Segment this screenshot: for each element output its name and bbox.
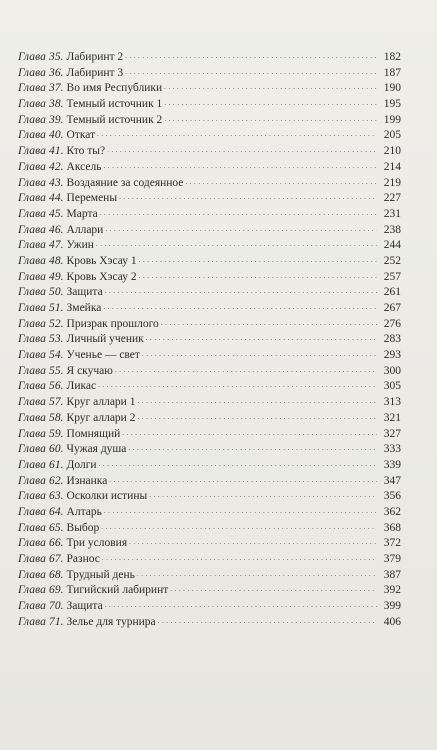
page-number: 238	[383, 223, 401, 236]
page-number: 300	[383, 364, 401, 377]
chapter-label: Глава 42.	[18, 160, 64, 173]
page-number: 210	[383, 145, 401, 158]
dot-leader	[105, 285, 377, 295]
toc-entry	[18, 238, 401, 254]
chapter-label: Глава 63.	[18, 490, 64, 503]
chapter-title: Чужая душа	[66, 443, 127, 456]
page-number: 313	[383, 396, 401, 409]
chapter-label: Глава 66.	[18, 537, 64, 550]
chapter-title: Во имя Республики	[66, 82, 163, 95]
page-number: 199	[383, 113, 401, 126]
page-number: 219	[383, 176, 401, 189]
page-number: 195	[383, 98, 401, 111]
chapter-label: Глава 47.	[18, 239, 64, 252]
table-of-contents	[18, 50, 401, 630]
chapter-title: Лабиринт 2	[66, 51, 124, 63]
chapter-label: Глава 39.	[18, 113, 64, 126]
chapter-label: Глава 36.	[18, 66, 64, 79]
chapter-title: Аксель	[66, 160, 102, 173]
dot-leader	[103, 301, 377, 311]
chapter-label: Глава 40.	[18, 129, 64, 142]
toc-entry	[18, 254, 401, 270]
dot-leader	[161, 317, 377, 327]
chapter-label: Глава 35.	[18, 51, 64, 63]
chapter-title: Марта	[66, 207, 98, 220]
chapter-title: Помнящий	[66, 427, 121, 440]
dot-leader	[115, 364, 377, 374]
toc-entry	[18, 427, 401, 443]
toc-entry	[18, 599, 401, 615]
toc-entry	[18, 348, 401, 364]
toc-entry	[18, 160, 401, 176]
page-number: 305	[383, 380, 401, 393]
chapter-title: Ученье — свет	[66, 349, 140, 362]
toc-entry	[18, 552, 401, 568]
page-number: 276	[383, 317, 401, 330]
toc-entry	[18, 583, 401, 599]
chapter-label: Глава 70.	[18, 600, 64, 613]
chapter-title: Аллари	[66, 223, 104, 236]
dot-leader	[164, 113, 377, 123]
chapter-title: Откат	[66, 129, 96, 142]
chapter-label: Глава 54.	[18, 349, 64, 362]
toc-entry	[18, 474, 401, 490]
page-number: 347	[383, 474, 401, 487]
toc-entry	[18, 489, 401, 505]
page-number: 321	[383, 411, 401, 424]
toc-entry	[18, 536, 401, 552]
toc-entry	[18, 223, 401, 239]
chapter-title: Личный ученик	[66, 333, 144, 346]
chapter-title: Ужин	[66, 239, 94, 252]
toc-entry	[18, 317, 401, 333]
toc-entry	[18, 207, 401, 223]
chapter-label: Глава 53.	[18, 333, 64, 346]
dot-leader	[105, 223, 377, 233]
chapter-title: Три условия	[66, 537, 128, 550]
dot-leader	[129, 536, 377, 546]
page-number: 379	[383, 553, 401, 565]
chapter-title: Лабиринт 3	[66, 66, 124, 79]
chapter-title: Трудный день	[66, 568, 135, 581]
chapter-label: Глава 51.	[18, 302, 64, 314]
chapter-label: Глава 55.	[18, 364, 64, 377]
page-number: 362	[383, 505, 401, 518]
dot-leader	[99, 458, 377, 468]
chapter-label: Глава 45.	[18, 207, 64, 220]
chapter-label: Глава 44.	[18, 192, 64, 205]
dot-leader	[105, 599, 377, 609]
chapter-title: Изнанка	[66, 474, 108, 487]
dot-leader	[164, 81, 377, 91]
chapter-title: Разнос	[66, 553, 100, 565]
chapter-label: Глава 46.	[18, 223, 64, 236]
dot-leader	[158, 615, 377, 625]
page-number: 252	[383, 254, 401, 267]
page-number: 333	[383, 443, 401, 456]
toc-entry	[18, 66, 401, 82]
toc-entry	[18, 458, 401, 474]
chapter-title: Ликас	[66, 380, 97, 393]
page-number: 187	[383, 66, 401, 79]
chapter-title: Круг аллари 2	[66, 411, 136, 424]
chapter-label: Глава 43.	[18, 176, 64, 189]
toc-entry	[18, 568, 401, 584]
page-number: 205	[383, 129, 401, 142]
chapter-label: Глава 57.	[18, 396, 64, 409]
page-number: 368	[383, 521, 401, 534]
page-number: 244	[383, 239, 401, 252]
dot-leader	[102, 552, 377, 562]
chapter-label: Глава 67.	[18, 553, 64, 565]
toc-entry	[18, 505, 401, 521]
toc-entry	[18, 379, 401, 395]
dot-leader	[149, 489, 377, 499]
toc-entry	[18, 128, 401, 144]
page-number: 399	[383, 600, 401, 613]
page-number: 392	[383, 584, 401, 597]
dot-leader	[97, 128, 377, 138]
chapter-label: Глава 69.	[18, 584, 64, 597]
toc-entry	[18, 521, 401, 537]
page-number: 214	[383, 160, 401, 173]
chapter-title: Выбор	[66, 521, 100, 534]
toc-entry	[18, 301, 401, 317]
toc-entry	[18, 285, 401, 301]
dot-leader	[100, 207, 377, 217]
page-number: 406	[383, 615, 401, 628]
dot-leader	[107, 144, 377, 154]
dot-leader	[137, 568, 377, 578]
chapter-label: Глава 60.	[18, 443, 64, 456]
dot-leader	[185, 176, 377, 186]
chapter-title: Защита	[66, 600, 103, 613]
page-number: 372	[383, 537, 401, 550]
chapter-label: Глава 56.	[18, 380, 64, 393]
chapter-title: Зелье для турнира	[66, 615, 156, 628]
dot-leader	[104, 505, 377, 515]
dot-leader	[146, 332, 377, 342]
toc-entry	[18, 395, 401, 411]
page-number: 227	[383, 192, 401, 205]
chapter-label: Глава 58.	[18, 411, 64, 424]
dot-leader	[137, 395, 377, 405]
chapter-label: Глава 48.	[18, 254, 64, 267]
chapter-label: Глава 52.	[18, 317, 64, 330]
page-number: 257	[383, 270, 401, 283]
chapter-title: Темный источник 1	[66, 98, 163, 111]
dot-leader	[119, 191, 377, 201]
toc-entry	[18, 50, 401, 66]
chapter-title: Кровь Хэсау 2	[66, 270, 137, 283]
dot-leader	[137, 411, 377, 421]
chapter-title: Я скучаю	[66, 364, 113, 377]
chapter-title: Призрак прошлого	[66, 317, 159, 330]
toc-entry	[18, 144, 401, 160]
toc-entry	[18, 176, 401, 192]
dot-leader	[125, 66, 377, 76]
dot-leader	[128, 442, 377, 452]
toc-entry	[18, 364, 401, 380]
toc-entry	[18, 442, 401, 458]
toc-entry	[18, 615, 401, 631]
chapter-label: Глава 59.	[18, 427, 64, 440]
chapter-label: Глава 62.	[18, 474, 64, 487]
dot-leader	[170, 583, 377, 593]
dot-leader	[101, 521, 377, 531]
toc-entry	[18, 191, 401, 207]
chapter-title: Кто ты?	[66, 145, 106, 158]
page-number: 283	[383, 333, 401, 346]
chapter-title: Защита	[66, 286, 103, 299]
chapter-label: Глава 71.	[18, 615, 64, 628]
chapter-title: Круг аллари 1	[66, 396, 136, 409]
chapter-label: Глава 50.	[18, 286, 64, 299]
chapter-title: Долги	[66, 458, 97, 471]
dot-leader	[109, 474, 377, 484]
dot-leader	[139, 254, 377, 264]
page-number: 267	[383, 302, 401, 314]
chapter-label: Глава 61.	[18, 458, 64, 471]
chapter-label: Глава 68.	[18, 568, 64, 581]
chapter-label: Глава 37.	[18, 82, 64, 95]
page-number: 387	[383, 568, 401, 581]
dot-leader	[125, 50, 377, 60]
page-number: 190	[383, 82, 401, 95]
chapter-title: Тигийский лабиринт	[66, 584, 169, 597]
dot-leader	[96, 238, 377, 248]
chapter-label: Глава 49.	[18, 270, 64, 283]
toc-entry	[18, 113, 401, 129]
dot-leader	[142, 348, 377, 358]
toc-entry	[18, 411, 401, 427]
chapter-label: Глава 64.	[18, 505, 64, 518]
dot-leader	[164, 97, 377, 107]
chapter-title: Алтарь	[66, 505, 102, 518]
page-number: 293	[383, 349, 401, 362]
toc-entry	[18, 270, 401, 286]
toc-entry	[18, 332, 401, 348]
page-number: 339	[383, 458, 401, 471]
chapter-label: Глава 41.	[18, 145, 64, 158]
toc-entry	[18, 81, 401, 97]
chapter-title: Темный источник 2	[66, 113, 163, 126]
chapter-label: Глава 65.	[18, 521, 64, 534]
chapter-title: Воздаяние за содеянное	[66, 176, 184, 189]
dot-leader	[139, 270, 377, 280]
chapter-title: Кровь Хэсау 1	[66, 254, 137, 267]
chapter-title: Змейка	[66, 302, 102, 314]
dot-leader	[98, 379, 377, 389]
page-number: 261	[383, 286, 401, 299]
chapter-title: Осколки истины	[66, 490, 148, 503]
dot-leader	[122, 427, 377, 437]
page-number: 182	[383, 51, 401, 63]
chapter-title: Перемены	[66, 192, 118, 205]
page-number: 231	[383, 207, 401, 220]
toc-entry	[18, 97, 401, 113]
page-number: 356	[383, 490, 401, 503]
dot-leader	[103, 160, 377, 170]
page-number: 327	[383, 427, 401, 440]
chapter-label: Глава 38.	[18, 98, 64, 111]
